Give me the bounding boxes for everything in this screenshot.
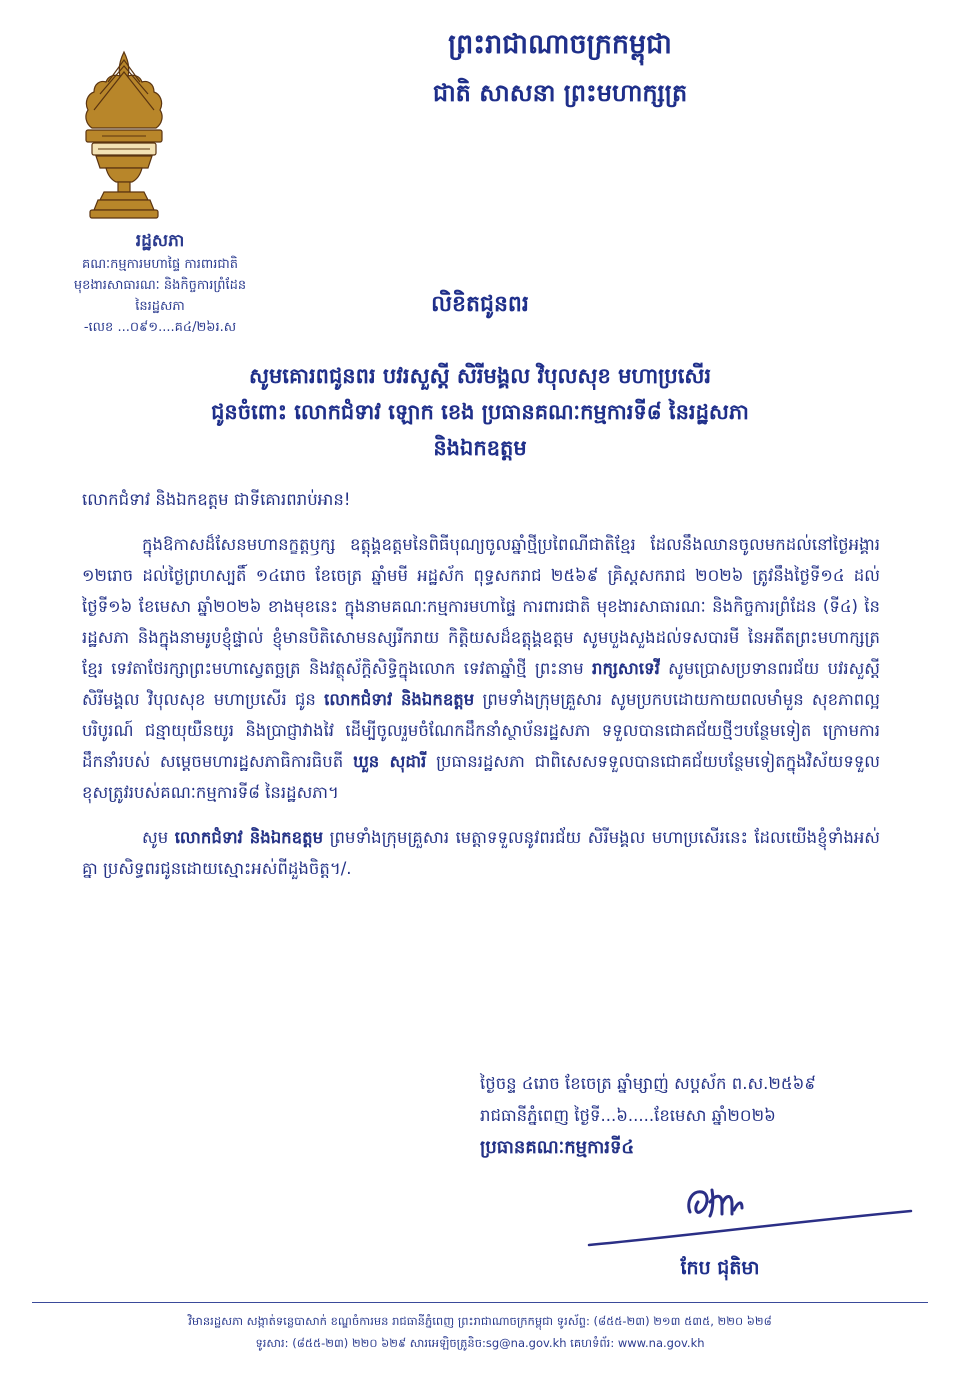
body-paragraph-1: [82, 529, 880, 808]
sender-organization: [30, 228, 290, 338]
commission-line-3: នៃរដ្ឋសភា: [135, 299, 185, 314]
salutation: លោកជំទាវ និងឯកឧត្តម ជាទីគោរពរាប់អាន!: [82, 490, 351, 509]
para2-text-b: ព្រមទាំងក្រុមគ្រួសារ មេត្តាទទួលនូវពរជ័យ សិរីមង្គល មហាប្រសើរនេះ ដែលយើងខ្ញុំទាំងអស់គ្នា ប្រសិទ្ធពរជូនដោយស្មោះអស់ពីដួងចិត្ត។/.: [82, 828, 880, 878]
commission-line-2: មុខងារសាធារណៈ និងកិច្ចការព្រំដែន: [73, 278, 247, 293]
letter-type-heading: លិខិតជូនពរ: [431, 292, 529, 317]
footer-divider: [32, 1302, 928, 1303]
recipient-name-2: លោកជំទាវ និងឯកឧត្តម: [174, 828, 324, 847]
place-and-date: រាជធានីភ្នំពេញ ថ្ងៃទី...៦.....ខែមេសា ឆ្នាំ២០២៦: [480, 1106, 776, 1125]
letter-subject: [110, 358, 850, 466]
footer-contact-line: ទូរសារ: (៨៥៥-២៣) ២២០ ៦២៩ សារអេឡិចត្រូនិច:sg@na.gov.kh គេហទំព័រ: www.na.gov.kh: [255, 1336, 705, 1350]
signer-name: កែប ជុតិមា: [680, 1257, 760, 1279]
para1-text-d: ប្រធានរដ្ឋសភា ជាពិសេសទទួលបានជោគជ័យបន្ថែមទៀតក្នុងវិស័យទទួលខុសត្រូវរបស់គណៈកម្មការទី៨ នៃរដ្ឋសភា។: [82, 752, 880, 802]
national-motto: ជាតិ សាសនា ព្រះមហាក្សត្រ: [432, 79, 688, 107]
para1-text-b: សូមប្រោសប្រទានពរជ័យ បវរសួស្តី សិរីមង្គល វិបុលសុខ មហាប្រសើរ ជូន: [82, 659, 880, 709]
recipient-name: លោកជំទាវ និងឯកឧត្តម: [324, 690, 475, 709]
closing-block: [480, 1068, 900, 1164]
kingdom-title: ព្រះរាជាណាចក្រកម្ពុជា: [448, 29, 672, 60]
subject-line-1: សូមគោរពជូនពរ បវរសួស្តី សិរីមង្គល វិបុលសុខ មហាប្រសើរ: [248, 364, 712, 388]
subject-line-3: និងឯកឧត្តម: [433, 436, 527, 460]
footer-address-line: វិមានរដ្ឋសភា សង្កាត់ទន្លេបាសាក់ ខណ្ឌចំការមន រាជធានីភ្នំពេញ ព្រះរាជាណាចក្រកម្ពុជា ទូរស័ព្ទ: (៨៥៥-២៣) ២១៣ ៥៣៥, ២២០ ៦២៨: [188, 1314, 772, 1328]
letter-body: [82, 484, 880, 884]
commission-line-1: គណៈកម្មការមហាផ្ទៃ ការពារជាតិ: [82, 257, 238, 272]
royal-emblem-icon: [78, 50, 170, 220]
letterhead-footer: [40, 1310, 920, 1354]
reference-number: -លេខ ...០៩១....គ៤/២៦រ.ស: [83, 320, 237, 335]
body-paragraph-2: [82, 822, 880, 884]
new-year-deity-name: រាក្សសាទេវី: [592, 659, 660, 678]
lunar-date: ថ្ងៃចន្ទ ៤រោច ខែចេត្រ ឆ្នាំម្សាញ់ សប្តស័ក ព.ស.២៥៦៩: [480, 1074, 816, 1093]
org-name: រដ្ឋសភា: [135, 231, 185, 251]
para1-text-a: ក្នុងឱកាសដ៏សែនមហានក្ខត្តឫក្ស ឧត្តុង្គឧត្តមនៃពិធីបុណ្យចូលឆ្នាំថ្មីប្រពៃណីជាតិខ្មែរ ដែលនឹងឈានចូលមកដល់នៅថ្ងៃអង្គារ ១២រោច ដល់ថ្ងៃព្រហស្បតិ៍ ១៤រោច ខែចេត្រ ឆ្នាំមមី អដ្ឋស័ក ពុទ្ធសករាជ ២៥៦៩ គ្រិស្តសករាជ ២០២៦ ត្រូវនឹងថ្ងៃទី១៤ ដល់ថ្ងៃទី១៦ ខែមេសា ឆ្នាំ២០២៦ ខាងមុខនេះ ក្នុងនាមគណៈកម្មការមហាផ្ទៃ ការពារជាតិ មុខងារសាធារណៈ និងកិច្ចការព្រំដែន (ទី៤) នៃរដ្ឋសភា និងក្នុងនាមរូបខ្ញុំផ្ទាល់ ខ្ញុំមានបិតិសោមនស្សរីករាយ កិត្តិយសដ៏ឧត្តុង្គឧត្តម សូមបួងសួងដល់ទសបារមី នៃអតីតព្រះមហាក្សត្រខ្មែរ ទេវតាថែរក្សាព្រះមហាស្វេតច្ឆត្រ និងវត្ថុស័ក្តិសិទ្ធិក្នុងលោក ទេវតាឆ្នាំថ្មី ព្រះនាម: [82, 535, 880, 678]
assembly-president-name: ឃួន សុដារី: [353, 752, 427, 771]
subject-line-2: ជូនចំពោះ លោកជំទាវ ឡោក ខេង ប្រធានគណៈកម្មការទី៨ នៃរដ្ឋសភា: [211, 400, 749, 424]
para1-text-c: ព្រមទាំងក្រុមគ្រួសារ សូមប្រកបដោយកាយពលមាំមួន សុខភាពល្អបរិបូរណ៍ ជន្មាយុយឺនយូរ និងប្រាជ្ញាវាងវៃ ដើម្បីចូលរួមចំណែកដឹកនាំស្ថាប័នរដ្ឋសភា ទទួលបានជោគជ័យថ្មីៗបន្ថែមទៀត ក្រោមការដឹកនាំរបស់ សម្តេចមហារដ្ឋសភាធិការធិបតី: [82, 690, 880, 771]
signature-underline-stroke: [585, 1205, 915, 1255]
para2-text-a: សូម: [142, 828, 169, 847]
signer-title: ប្រធានគណៈកម្មការទី៤: [480, 1137, 635, 1158]
